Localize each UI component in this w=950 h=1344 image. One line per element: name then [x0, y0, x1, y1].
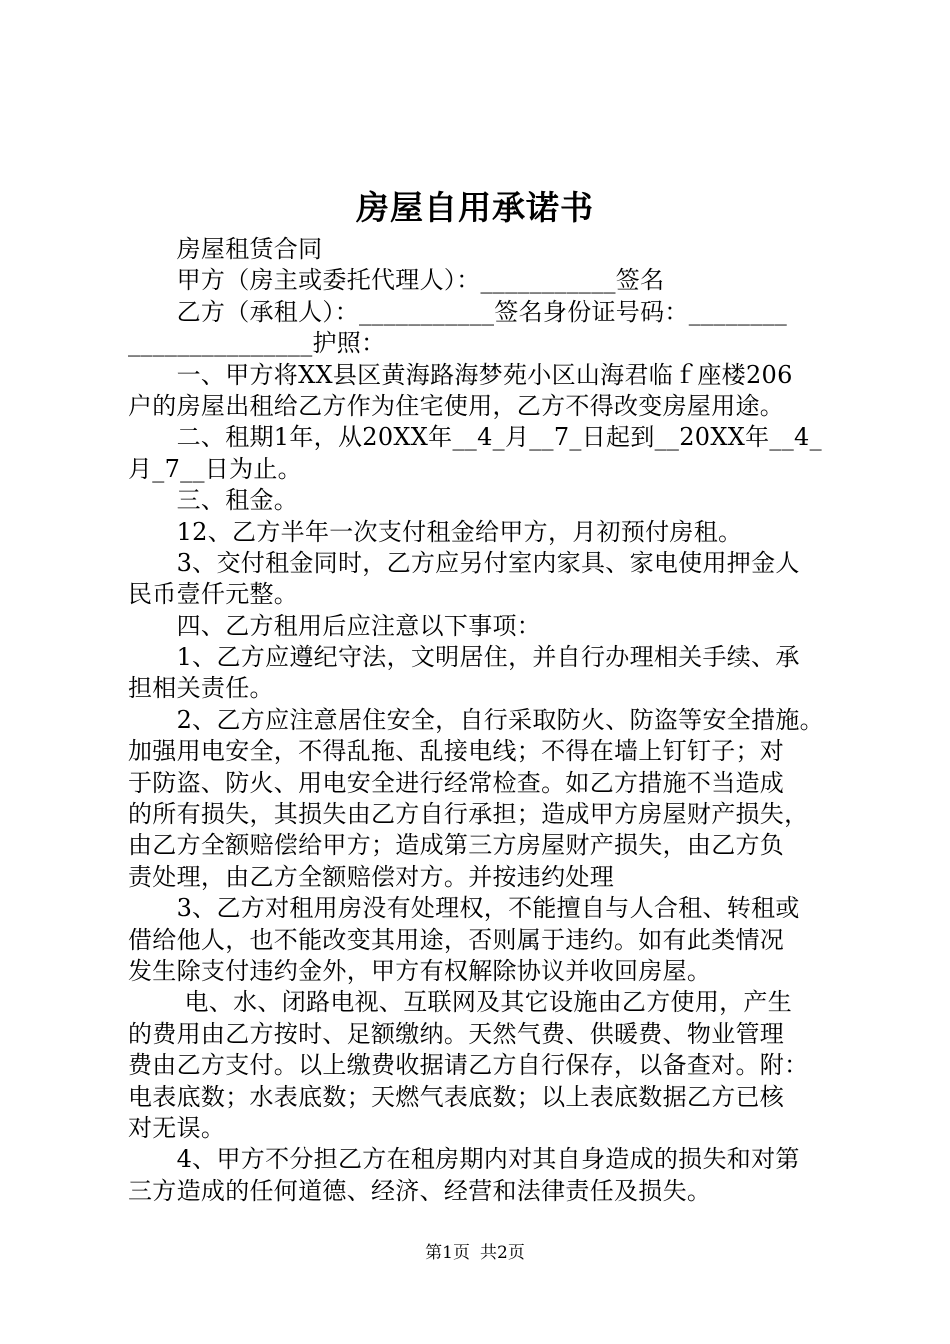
- body-line: 由乙方全额赔偿给甲方；造成第三方房屋财产损失，由乙方负: [128, 831, 785, 860]
- body-line: 2、乙方应注意居住安全，自行采取防火、防盗等安全措施。: [128, 705, 824, 734]
- body-line: 担相关责任。: [128, 674, 274, 703]
- body-line: 3、乙方对租用房没有处理权，不能擅自与人合租、转租或: [128, 894, 800, 923]
- body-line: 1、乙方应遵纪守法，文明居住，并自行办理相关手续、承: [128, 643, 800, 672]
- body-line: _______________护照：: [128, 329, 386, 358]
- body-line: 民币壹仟元整。: [128, 580, 299, 609]
- body-line: 的所有损失，其损失由乙方自行承担；造成甲方房屋财产损失，: [128, 800, 809, 829]
- document-title: 房屋自用承诺书: [356, 188, 594, 227]
- body-line: 三、租金。: [128, 486, 299, 515]
- page-footer: [0, 1242, 950, 1264]
- body-line: 乙方（承租人）：___________签名身份证号码：________: [128, 297, 788, 326]
- body-line: 一、甲方将XX县区黄海路海梦苑小区山海君临ｆ座楼206: [128, 360, 793, 389]
- body-line: 对无误。: [128, 1113, 226, 1142]
- body-line: 户的房屋出租给乙方作为住宅使用，乙方不得改变房屋用途。: [128, 391, 785, 420]
- body-line: 责处理，由乙方全额赔偿对方。并按违约处理: [128, 862, 614, 891]
- document-body: [128, 234, 832, 1207]
- body-line: 借给他人，也不能改变其用途，否则属于违约。如有此类情况: [128, 925, 785, 954]
- body-line: 三方造成的任何道德、经济、经营和法律责任及损失。: [128, 1176, 712, 1205]
- body-line: 发生除支付违约金外，甲方有权解除协议并收回房屋。: [128, 956, 712, 985]
- body-line: 甲方（房主或委托代理人）：___________签名: [128, 266, 665, 295]
- body-line: 月_7__日为止。: [128, 454, 302, 483]
- body-line: 于防盗、防火、用电安全进行经常检查。如乙方措施不当造成: [128, 768, 785, 797]
- body-line: 12、乙方半年一次支付租金给甲方，月初预付房租。: [128, 517, 743, 546]
- body-line: 费由乙方支付。以上缴费收据请乙方自行保存，以备查对。附：: [128, 1051, 809, 1080]
- body-line: 电表底数；水表底数；天燃气表底数；以上表底数据乙方已核: [128, 1082, 785, 1111]
- body-line: 4、甲方不分担乙方在租房期内对其自身造成的损失和对第: [128, 1145, 800, 1174]
- body-line: 的费用由乙方按时、足额缴纳。天然气费、供暖费、物业管理: [128, 1019, 785, 1048]
- body-line: 房屋租赁合同: [128, 235, 323, 263]
- body-line: 3、交付租金同时，乙方应另付室内家具、家电使用押金人: [128, 548, 800, 577]
- body-line: 二、租期1年，从20XX年__4_月__7_日起到__20XX年__4_: [128, 423, 822, 452]
- body-line: 电、水、闭路电视、互联网及其它设施由乙方使用，产生: [128, 988, 793, 1017]
- page-total: 共2页: [480, 1243, 525, 1263]
- body-line: 四、乙方租用后应注意以下事项：: [128, 611, 542, 640]
- body-line: 加强用电安全，不得乱拖、乱接电线；不得在墙上钉钉子；对: [128, 737, 785, 766]
- page-number: 第1页: [425, 1243, 470, 1263]
